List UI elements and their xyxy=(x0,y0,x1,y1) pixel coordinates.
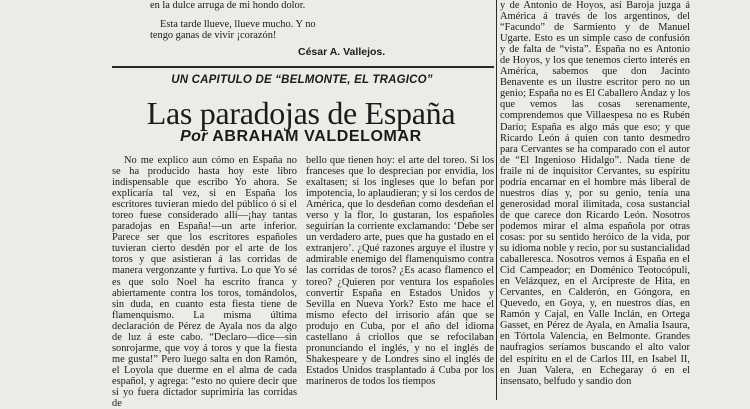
poem-stanza-line-2: tengo ganas de vivir ¡corazón! xyxy=(150,30,277,41)
poem-fragment xyxy=(150,0,450,41)
byline-por: Por xyxy=(180,128,208,145)
divider-rule xyxy=(112,66,494,68)
byline-author-name: ABRAHAM VALDELOMAR xyxy=(212,128,422,145)
article-byline xyxy=(108,128,494,146)
middle-column-text: bello que tienen hoy: el arte del toreo. Si los franceses que lo desprecian por envidia, los exaltasen; si los ingleses que lo befan por impotencia, lo aplaudieran; y si los cerdos de América, que lo desdeñan como desdeñan el verso y la flor, lo gustaran, los españoles seguirían la corriente exclamando: ‘Debe ser un verdadero arte, pues que ha gustado en el extranjero’. ¿Qué razones arguye el ilustre y admirable enemigo del flamenquismo contra las corridas de toros? ¿Es acaso flamenco el toreo? ¿Quieren por ventura los españoles convertir España en Estados Unidos y Sevilla en Nueva York? Esto me hace el mismo efecto del irrisorio afán que se produjo en Cuba, por el año del idioma castellano á criollos que se refocilaban pronunciando el inglés, y no el inglés de Shakespeare y de Londres sino el inglés de Estados Unidos trasplantado á Cuba por los marineros de todos los tiempos xyxy=(306,155,494,387)
article-kicker: UN CAPITULO DE “BELMONTE, EL TRAGICO” xyxy=(171,74,433,86)
column-divider-right xyxy=(496,0,497,400)
article-column-middle xyxy=(306,155,494,400)
poem-top-line: en la dulce arruga de mi hondo dolor. xyxy=(150,0,306,11)
article-headline: Las paradojas de España xyxy=(146,95,456,131)
poem-stanza-line-1: Esta tarde llueve, llueve mucho. Y no xyxy=(160,19,316,30)
left-column-text: No me explico aun cómo en España no se ha producido hasta hoy este libro indispensable que escribo Yo ahora. Se explicaría tal vez, si en España los escritores tuvieran miedo del público ó si el toreo fuese considerado allí—¡hay tantas paradojas en España!—un arte inferior. Parece ser que los escritores españoles tuvieran cierto desdén por el arte de los toros y que asistieran á las corridas de manera vergonzante y furtiva. Lo que Yo sé es que solo Noel ha escrito franca y abiertamente contra los toros, tomándolos, sin duda, en cuanto esta fiesta tiene de flamenquismo. La misma última declaración de Pérez de Ayala nos da algo de luz á este cabo. “Declaro—dice—sin sonrojarme, que voy á toros y que la fiesta me gusta!” Pero luego salta en don Ramón, el Loyola que duerme en el alma de cada español, y agrega: “esto no quiere decir que si yo fuera dictador suprimiría las corridas de xyxy=(112,155,297,409)
poem-author: César A. Vallejos. xyxy=(298,46,386,58)
right-column-text: y de Antonio de Hoyos, así Baroja juzga á América á través de los argentinos, del “Facundo” de Sarmiento y de Manuel Ugarte. Esto es un simple caso de confusión y de falta de “vista”. España no es Antonio de Hoyos, y los que tenemos cierto interés en América, sabemos que don Jacinto Benavente es un ilustre escritor pero no un genio; España no es El Caballero Andaz y los que vemos las cosas serenamente, comprendemos que Villaespesa no es Rubén Darío; España es algo más que eso; y que Ricardo León á quien con tanto desmedro para Cervantes se ha comparado con el autor de “El Ingenioso Hidalgo”. Nada tiene de fraile ni de inquisitor Cervantes, su espíritu podría encarnar en el hombre más liberal de nuestros días y, por su genio, tenía una generosidad moral ilimitada, cosa sustancial de que carece don Ricardo León. Nosotros podemos mirar el alma española por otras cosas: por su sentido heróico de la vida, por su idioma noble y recio, por su sustancialidad caballeresca. Nosotros vemos á España en el Cid Campeador; en Doménico Teotocópuli, en Velázquez, en el Arcipreste de Hita, en Cervantes, en Calderón, en Góngora, en Quevedo, en Goya, y, en nuestros días, en Ramón y Cajal, en Valle Inclán, en Ortega Gasset, en Pérez de Ayala, en Amalia Isaura, en Tórtola Valencia, en Belmonte. Grandes naufragios seríamos buscando el alto valor del espíritu en el de Carlos III, en Isabel II, en Juan Valera, en Echegaray ó en el insensato, belfudo y sandio don xyxy=(500,0,690,387)
article-column-left xyxy=(112,155,297,409)
article-column-right xyxy=(500,0,690,400)
